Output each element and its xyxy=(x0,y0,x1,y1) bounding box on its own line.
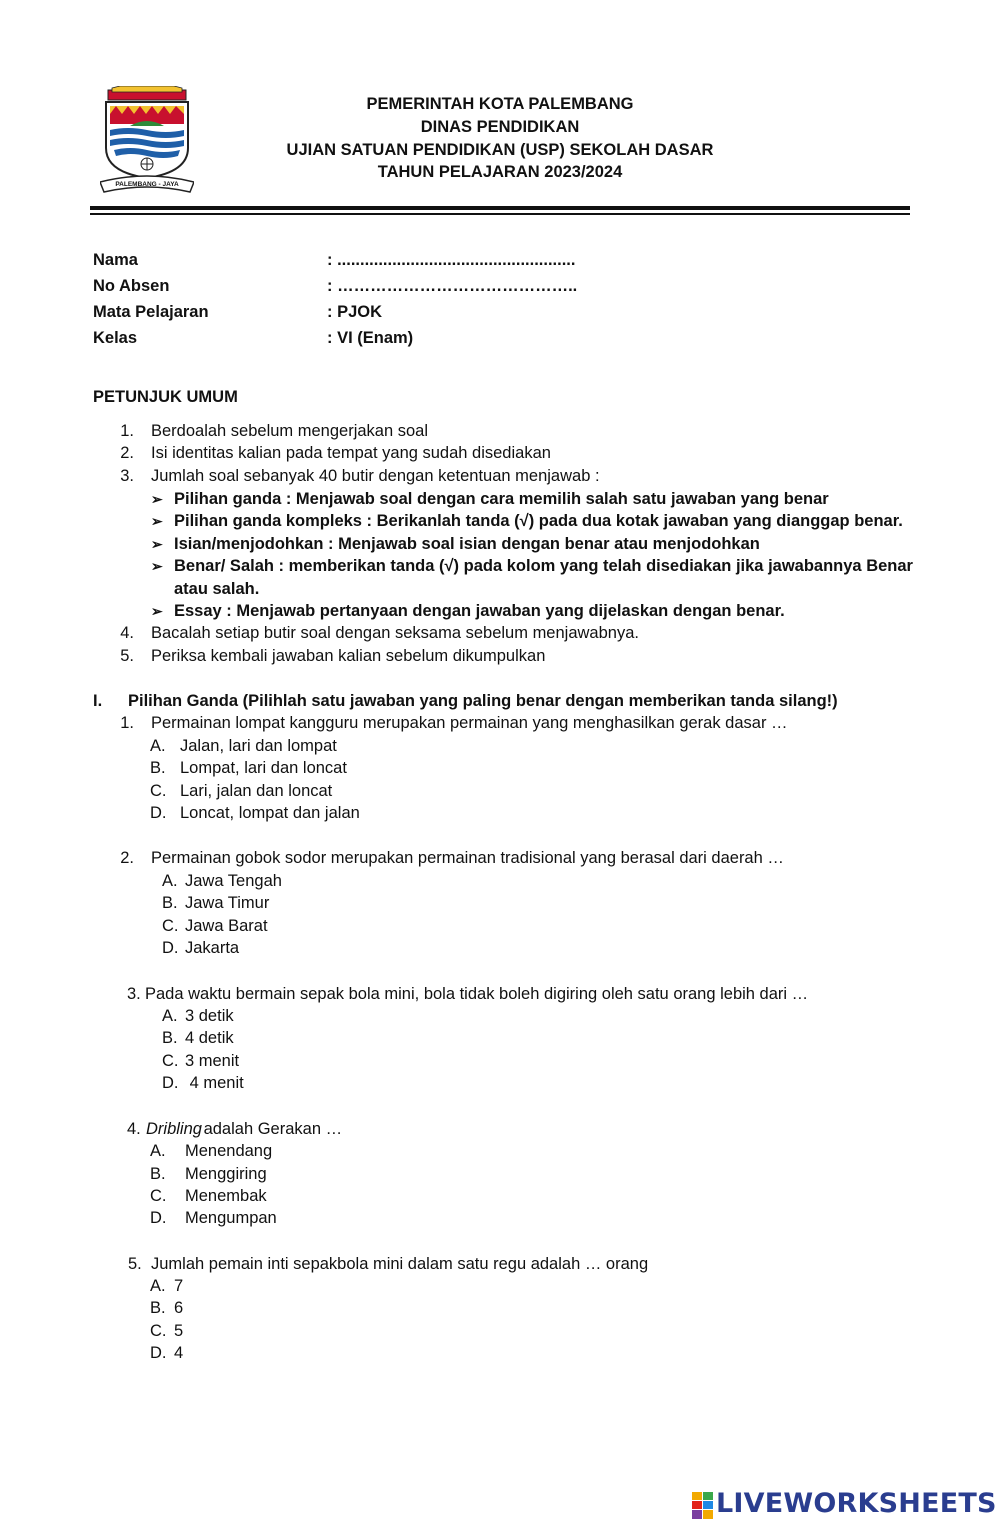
petunjuk-item-1-num: 1. xyxy=(120,422,134,440)
q4-option-b-letter[interactable]: B. xyxy=(150,1165,166,1183)
arrow-bullet-icon: ➢ xyxy=(151,603,163,619)
header-rule-thin xyxy=(90,213,910,215)
q2-option-b[interactable]: Jawa Timur xyxy=(185,894,270,912)
petunjuk-item-4: Bacalah setiap butir soal dengan seksama sebelum menjawabnya. xyxy=(151,624,639,642)
question-2-text: Permainan gobok sodor merupakan permainan tradisional yang berasal dari daerah … xyxy=(151,849,784,867)
petunjuk-sub-4-cont: atau salah. xyxy=(174,580,260,598)
q2-option-c-letter[interactable]: C. xyxy=(162,917,179,935)
petunjuk-item-5-num: 5. xyxy=(120,647,134,665)
q3-option-a[interactable]: 3 detik xyxy=(185,1007,234,1025)
section-1-title: Pilihan Ganda (Pilihlah satu jawaban yang paling benar dengan memberikan tanda silang!) xyxy=(128,692,838,710)
petunjuk-item-4-num: 4. xyxy=(120,624,134,642)
arrow-bullet-icon: ➢ xyxy=(151,536,163,552)
absen-label: No Absen xyxy=(93,277,170,295)
logo-ribbon-text: PALEMBANG - JAYA xyxy=(115,181,179,188)
q3-option-d[interactable]: 4 menit xyxy=(185,1074,244,1092)
q3-option-c-letter[interactable]: C. xyxy=(162,1052,179,1070)
question-3-number: 3. xyxy=(127,985,141,1003)
q3-option-b-letter[interactable]: B. xyxy=(162,1029,178,1047)
question-1-number: 1. xyxy=(120,714,134,732)
absen-field[interactable]: : …………………………………….. xyxy=(327,277,578,295)
petunjuk-item-3-num: 3. xyxy=(120,467,134,485)
arrow-bullet-icon: ➢ xyxy=(151,513,163,529)
question-5-number: 5. xyxy=(128,1255,142,1273)
header-rule-thick xyxy=(90,206,910,210)
question-1-text: Permainan lompat kangguru merupakan permainan yang menghasilkan gerak dasar … xyxy=(151,714,788,732)
q3-option-a-letter[interactable]: A. xyxy=(162,1007,178,1025)
q5-option-c[interactable]: 5 xyxy=(174,1322,184,1340)
question-4-term: Dribling xyxy=(146,1120,202,1138)
nama-label: Nama xyxy=(93,251,138,269)
mapel-value: : PJOK xyxy=(327,303,383,321)
petunjuk-item-3: Jumlah soal sebanyak 40 butir dengan ketentuan menjawab : xyxy=(151,467,600,485)
mapel-label: Mata Pelajaran xyxy=(93,303,209,321)
header-line-2: DINAS PENDIDIKAN xyxy=(420,118,580,136)
petunjuk-sub-3: Isian/menjodohkan : Menjawab soal isian dengan benar atau menjodohkan xyxy=(174,535,760,553)
q1-option-c[interactable]: Lari, jalan dan loncat xyxy=(180,782,333,800)
q2-option-d[interactable]: Jakarta xyxy=(185,939,240,957)
q4-option-c[interactable]: Menembak xyxy=(185,1187,267,1205)
q5-option-b-letter[interactable]: B. xyxy=(150,1299,166,1317)
q1-option-a-letter[interactable]: A. xyxy=(150,737,166,755)
question-2-number: 2. xyxy=(120,849,134,867)
q1-option-d[interactable]: Loncat, lompat dan jalan xyxy=(180,804,360,822)
question-4-text: adalah Gerakan … xyxy=(199,1120,343,1138)
q3-option-c[interactable]: 3 menit xyxy=(185,1052,240,1070)
petunjuk-item-5: Periksa kembali jawaban kalian sebelum dikumpulkan xyxy=(151,647,546,665)
q4-option-a-letter[interactable]: A. xyxy=(150,1142,166,1160)
petunjuk-sub-5: Essay : Menjawab pertanyaan dengan jawaban yang dijelaskan dengan benar. xyxy=(174,602,785,620)
kelas-value: : VI (Enam) xyxy=(327,329,414,347)
q4-option-b[interactable]: Menggiring xyxy=(185,1165,267,1183)
question-3-text: Pada waktu bermain sepak bola mini, bola tidak boleh digiring oleh satu orang lebih dari … xyxy=(145,985,809,1003)
petunjuk-sub-4: Benar/ Salah : memberikan tanda (√) pada kolom yang telah disediakan jika jawabannya Benar xyxy=(174,557,913,575)
arrow-bullet-icon: ➢ xyxy=(151,491,163,507)
q3-option-b[interactable]: 4 detik xyxy=(185,1029,234,1047)
q4-option-d[interactable]: Mengumpan xyxy=(185,1209,277,1227)
liveworksheets-blocks-icon xyxy=(692,1492,714,1520)
arrow-bullet-icon: ➢ xyxy=(151,558,163,574)
q2-option-a[interactable]: Jawa Tengah xyxy=(185,872,282,890)
q5-option-c-letter[interactable]: C. xyxy=(150,1322,167,1340)
petunjuk-title: PETUNJUK UMUM xyxy=(93,388,238,406)
q2-option-d-letter[interactable]: D. xyxy=(162,939,179,957)
q5-option-a[interactable]: 7 xyxy=(174,1277,184,1295)
petunjuk-item-2-num: 2. xyxy=(120,444,134,462)
q3-option-d-letter[interactable]: D. xyxy=(162,1074,179,1092)
header-line-1: PEMERINTAH KOTA PALEMBANG xyxy=(366,95,634,113)
liveworksheets-brand[interactable]: LIVEWORKSHEETS xyxy=(716,1488,997,1519)
q1-option-d-letter[interactable]: D. xyxy=(150,804,167,822)
q5-option-a-letter[interactable]: A. xyxy=(150,1277,166,1295)
q4-option-d-letter[interactable]: D. xyxy=(150,1209,167,1227)
q5-option-b[interactable]: 6 xyxy=(174,1299,184,1317)
header-line-4: TAHUN PELAJARAN 2023/2024 xyxy=(377,163,623,181)
petunjuk-item-1: Berdoalah sebelum mengerjakan soal xyxy=(151,422,429,440)
q5-option-d[interactable]: 4 xyxy=(174,1344,184,1362)
q1-option-c-letter[interactable]: C. xyxy=(150,782,167,800)
header-line-3: UJIAN SATUAN PENDIDIKAN (USP) SEKOLAH DASAR xyxy=(286,141,714,159)
q4-option-c-letter[interactable]: C. xyxy=(150,1187,167,1205)
q2-option-b-letter[interactable]: B. xyxy=(162,894,178,912)
question-5-text: Jumlah pemain inti sepakbola mini dalam satu regu adalah … orang xyxy=(151,1255,649,1273)
q2-option-a-letter[interactable]: A. xyxy=(162,872,178,890)
q1-option-b-letter[interactable]: B. xyxy=(150,759,166,777)
q1-option-b[interactable]: Lompat, lari dan loncat xyxy=(180,759,347,777)
petunjuk-sub-1: Pilihan ganda : Menjawab soal dengan cara memilih salah satu jawaban yang benar xyxy=(174,490,829,508)
nama-field[interactable]: : .................................................... xyxy=(327,251,576,269)
q2-option-c[interactable]: Jawa Barat xyxy=(185,917,268,935)
petunjuk-sub-2: Pilihan ganda kompleks : Berikanlah tanda (√) pada dua kotak jawaban yang dianggap benar. xyxy=(174,512,903,530)
q4-option-a[interactable]: Menendang xyxy=(185,1142,273,1160)
question-4-number: 4. xyxy=(127,1120,141,1138)
q1-option-a[interactable]: Jalan, lari dan lompat xyxy=(180,737,337,755)
section-1-number: I. xyxy=(93,692,103,710)
petunjuk-item-2: Isi identitas kalian pada tempat yang sudah disediakan xyxy=(151,444,551,462)
q5-option-d-letter[interactable]: D. xyxy=(150,1344,167,1362)
kelas-label: Kelas xyxy=(93,329,138,347)
